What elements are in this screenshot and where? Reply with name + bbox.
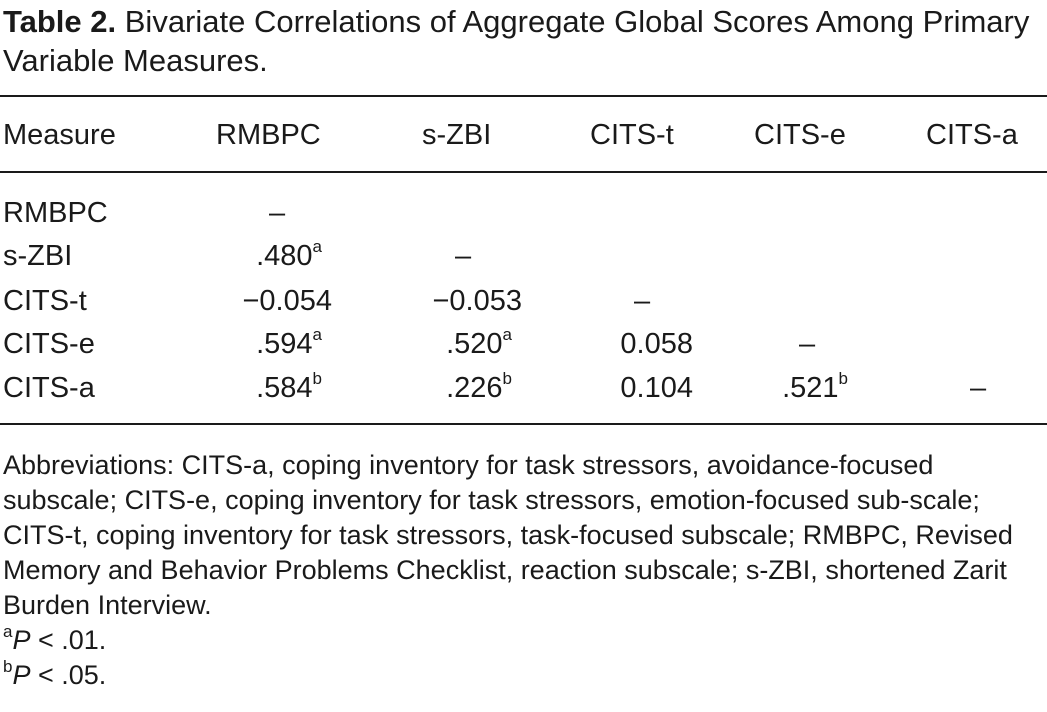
row-measure: s-ZBI xyxy=(3,240,73,272)
diagonal-dash: – xyxy=(269,197,286,229)
table-label: Table 2. xyxy=(3,4,117,39)
table-notes xyxy=(3,448,1043,693)
row-measure: RMBPC xyxy=(3,197,108,229)
table-caption xyxy=(3,2,1043,80)
significance-mark: b xyxy=(312,369,322,389)
diagonal-dash: – xyxy=(634,285,651,317)
footnotes xyxy=(3,623,1043,693)
row-measure: CITS-t xyxy=(3,285,87,317)
significance-mark: a xyxy=(312,325,322,345)
column-header: CITS-a xyxy=(926,119,1018,151)
correlation-value: .594$^a$ xyxy=(256,325,322,360)
significance-mark: b xyxy=(838,369,848,389)
header-rule xyxy=(0,171,1047,173)
diagonal-dash: – xyxy=(970,372,987,404)
significance-mark: a xyxy=(502,325,512,345)
table-title: Bivariate Correlations of Aggregate Global Scores Among Primary Variable Measures. xyxy=(3,4,1030,78)
row-measure: CITS-e xyxy=(3,328,95,360)
footnote: $^a$P < .01. xyxy=(3,622,107,655)
diagonal-dash: – xyxy=(799,328,816,360)
correlation-value: 0.058 xyxy=(620,328,693,360)
correlation-value: −0.053 xyxy=(432,285,522,317)
significance-mark: a xyxy=(312,237,322,257)
top-rule xyxy=(0,95,1047,97)
column-header: CITS-e xyxy=(754,119,846,151)
significance-mark: b xyxy=(502,369,512,389)
row-measure: CITS-a xyxy=(3,372,95,404)
column-header: s-ZBI xyxy=(422,119,492,151)
diagonal-dash: – xyxy=(455,240,472,272)
correlation-value: .521$^b$ xyxy=(782,369,848,404)
column-header: RMBPC xyxy=(216,119,321,151)
correlation-value: .584$^b$ xyxy=(256,369,322,404)
column-header: CITS-t xyxy=(590,119,674,151)
column-header: Measure xyxy=(3,119,116,151)
correlation-value: .480$^a$ xyxy=(256,237,322,272)
bottom-rule xyxy=(0,423,1047,425)
correlation-value: .520$^a$ xyxy=(446,325,512,360)
correlation-value: .226$^b$ xyxy=(446,369,512,404)
footnote: $^b$P < .05. xyxy=(3,657,107,690)
abbreviations-note: Abbreviations: CITS-a, coping inventory for task stressors, avoidance-focused subscale; CITS-e, coping inventory for task stressors, emotion-focused sub-scale; CITS-t, coping inventory for task stressors, task-focused subscale; RMBPC, Revised Memory and Behavior Problems Checklist, reaction subscale; s-ZBI, shortened Zarit Burden Interview. xyxy=(3,450,1013,620)
correlation-value: 0.104 xyxy=(620,372,693,404)
correlation-value: −0.054 xyxy=(242,285,332,317)
